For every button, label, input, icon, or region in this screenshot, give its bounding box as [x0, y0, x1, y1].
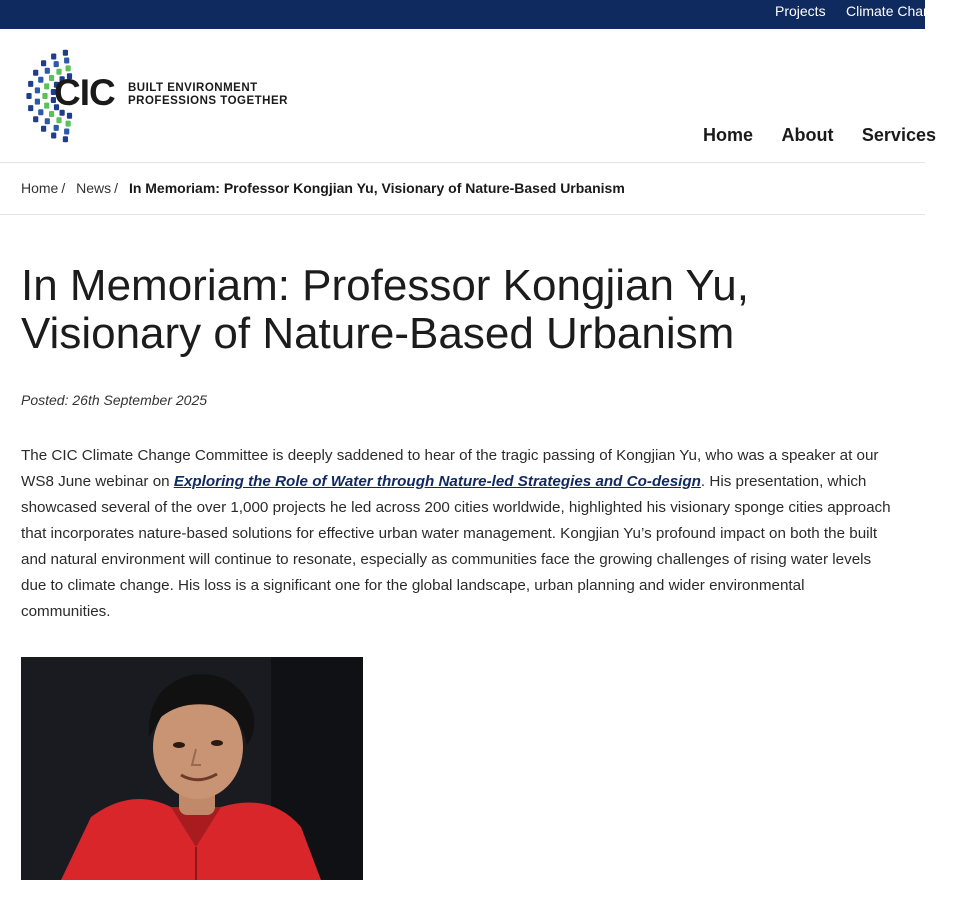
article-body — [21, 443, 891, 625]
posted-date: Posted: 26th September 2025 — [21, 392, 208, 408]
top-utility-bar — [0, 0, 947, 29]
tagline-line-1: BUILT ENVIRONMENT — [128, 82, 258, 94]
breadcrumb-separator: / — [61, 180, 66, 196]
tagline-line-2: PROFESSIONS TOGETHER — [128, 95, 288, 107]
logo-wordmark: CIC — [54, 72, 115, 113]
site-header — [0, 29, 936, 163]
breadcrumb-news[interactable]: News — [76, 180, 112, 196]
utility-link-climate-change[interactable]: Climate Change — [846, 3, 947, 19]
breadcrumb — [21, 180, 625, 196]
page-title: In Memoriam: Professor Kongjian Yu, Visionary of Nature-Based Urbanism — [21, 261, 749, 358]
logo-tagline — [128, 82, 288, 108]
webinar-link[interactable]: Exploring the Role of Water through Nature-led Strategies and Co-design — [173, 473, 701, 490]
portrait-illustration — [21, 657, 363, 880]
breadcrumb-home[interactable]: Home — [21, 180, 59, 196]
main-nav — [703, 125, 960, 146]
body-text-end: . His presentation, which showcased several of the over 1,000 projects he led across 200 cities worldwide, highlighted his visionary sponge cities approach that incorporates nature-based solutions for effective urban water management. Kongjian Yu’s profound impact on both the built and natural environment will continue to resonate, especially as communities face the growing challenges of rising water levels due to climate change. His loss is a significant one for the global landscape, urban planning and wider environmental communities. — [21, 473, 891, 620]
kongjian-yu-photo — [21, 657, 363, 880]
nav-about[interactable]: About — [781, 125, 834, 145]
utility-links — [775, 0, 962, 21]
breadcrumb-separator: / — [114, 180, 119, 196]
breadcrumb-divider — [0, 214, 925, 215]
cic-logo[interactable] — [21, 46, 311, 146]
nav-home[interactable]: Home — [703, 125, 754, 145]
nav-services[interactable]: Services — [861, 125, 936, 145]
utility-link-projects[interactable]: Projects — [775, 3, 826, 19]
body-text-start: The CIC Climate Change Committee is deeply saddened to hear of the tragic passing of Kongjian Yu, who was a speaker at our WS8 June webinar on — [21, 447, 879, 490]
breadcrumb-current: In Memoriam: Professor Kongjian Yu, Visionary of Nature-Based Urbanism — [128, 180, 625, 196]
